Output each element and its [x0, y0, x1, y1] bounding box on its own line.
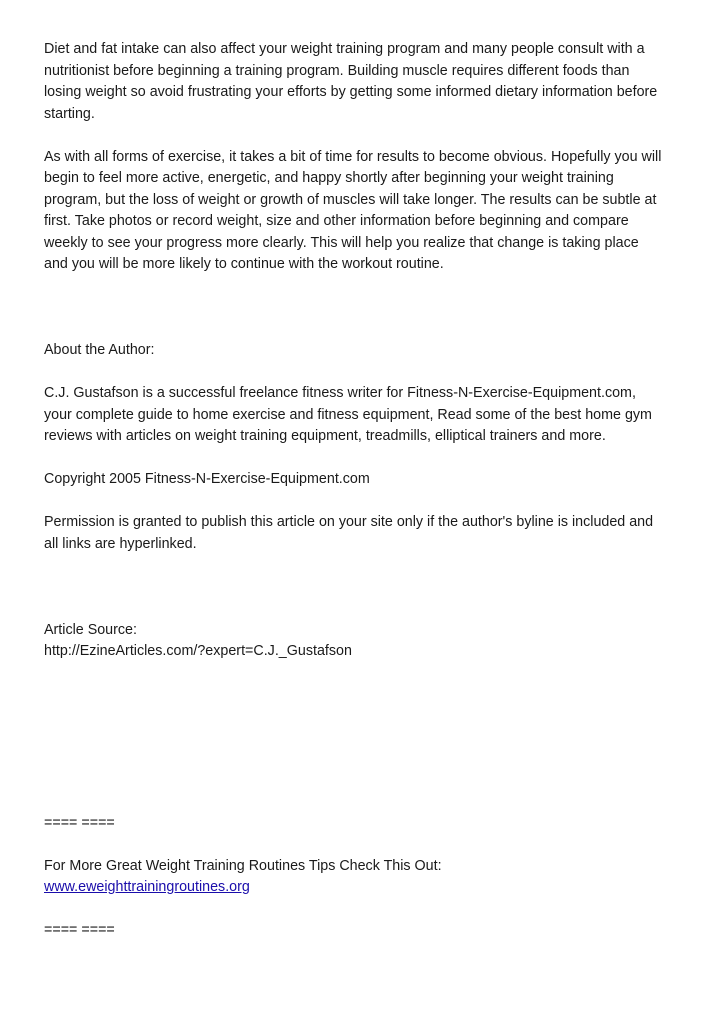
- spacer: [44, 663, 694, 813]
- author-heading: About the Author:: [44, 342, 155, 358]
- spacer: [44, 125, 694, 147]
- divider-bottom: ==== ====: [44, 922, 115, 938]
- article-source-url: http://EzineArticles.com/?expert=C.J._Gustafson: [44, 643, 352, 659]
- author-bio: C.J. Gustafson is a successful freelance fitness writer for Fitness-N-Exercise-Equipment.com, your complete guide to home exercise and fitness equipment, Read some of the best home gym reviews with articles on weight training equipment, treadmills, elliptical trainers and more.: [44, 385, 652, 444]
- promo-text: For More Great Weight Training Routines Tips Check This Out:: [44, 857, 442, 874]
- copyright-notice: Copyright 2005 Fitness-N-Exercise-Equipment.com: [44, 471, 370, 487]
- article-source-label: Article Source:: [44, 621, 137, 638]
- divider-top: ==== ====: [44, 814, 115, 831]
- spacer: [44, 448, 694, 470]
- permission-notice: Permission is granted to publish this article on your site only if the author's byline is included and all links are hyperlinked.: [44, 514, 654, 552]
- spacer: [44, 899, 694, 921]
- promo-link[interactable]: www.eweighttrainingroutines.org: [44, 879, 250, 895]
- spacer: [44, 276, 694, 341]
- paragraph-results: As with all forms of exercise, it takes a bit of time for results to become obvious. Hopefully you will begin to feel more active, energetic, and happy shortly after beginning your weight training program, but the loss of weight or growth of muscles will take longer. The results can be subtle at first. Take photos or record weight, size and other information before beginning and compare weekly to see your progress more clearly. This will help you realize that change is taking place and you will be more likely to continue with the workout routine.: [44, 148, 662, 272]
- spacer: [44, 491, 694, 513]
- document-page: [44, 39, 694, 942]
- spacer: [44, 362, 694, 384]
- spacer: [44, 834, 694, 856]
- spacer: [44, 555, 694, 620]
- paragraph-diet: Diet and fat intake can also affect your weight training program and many people consult with a nutritionist before beginning a training program. Building muscle requires different foods than losing weight so avoid frustrating your efforts by getting some informed dietary information before starting.: [44, 41, 658, 122]
